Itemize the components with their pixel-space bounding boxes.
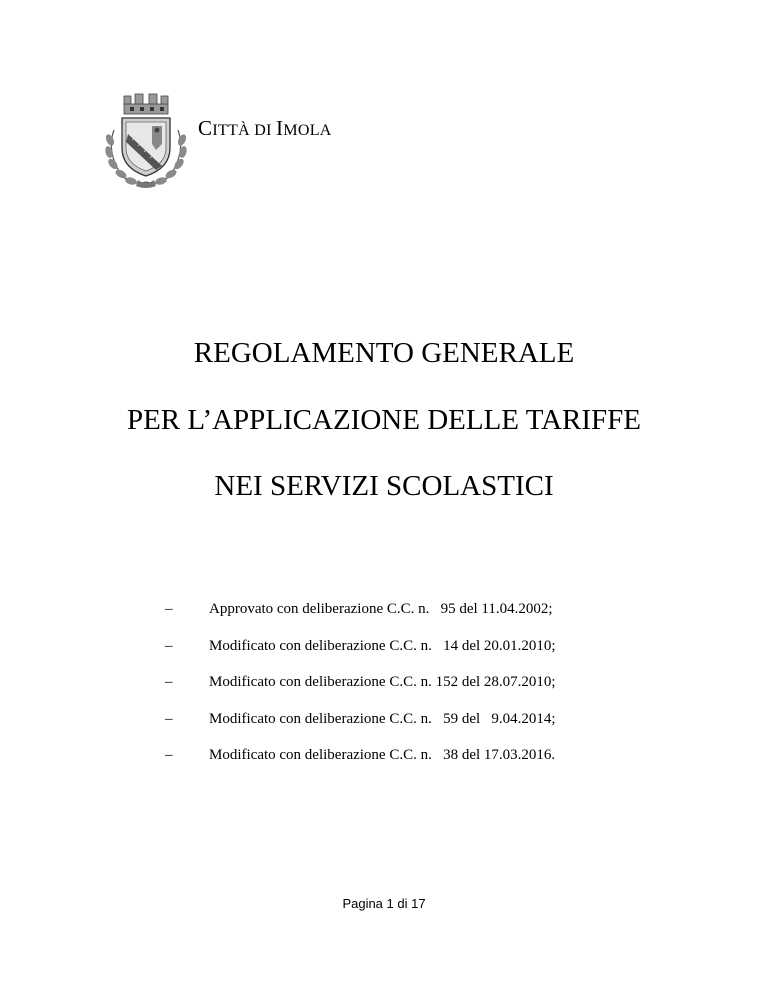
city-name-rest-2: DI [249,122,277,139]
dash-bullet: – [165,601,173,617]
city-name-cap-3: I [276,116,284,140]
history-entry: Modificato con deliberazione C.C. n. 152 del 28.07.2010; [209,674,556,690]
dash-bullet: – [165,747,173,763]
city-name-cap-1: C [198,116,213,140]
history-entry: Approvato con deliberazione C.C. n. 95 del 11.04.2002; [209,601,553,617]
history-entry: Modificato con deliberazione C.C. n. 14 del 20.01.2010; [209,637,556,654]
dash-bullet: – [165,710,173,727]
coat-of-arms-icon [100,90,192,190]
dash-bullet: – [165,674,173,690]
history-entry: Modificato con deliberazione C.C. n. 59 del 9.04.2014; [209,710,556,727]
dash-bullet: – [165,637,173,654]
document-title-line-3: NEI SERVIZI SCOLASTICI [214,470,554,502]
city-name-rest-3: MOLA [283,122,332,139]
city-name-rest-1: ITTÀ [212,122,250,139]
page-number: Pagina 1 di 17 [342,896,426,911]
document-title-line-1: REGOLAMENTO GENERALE [193,337,575,369]
city-name [198,116,332,141]
document-title-line-2: PER L’APPLICAZIONE DELLE TARIFFE [126,404,642,436]
history-entry: Modificato con deliberazione C.C. n. 38 del 17.03.2016. [209,747,556,763]
